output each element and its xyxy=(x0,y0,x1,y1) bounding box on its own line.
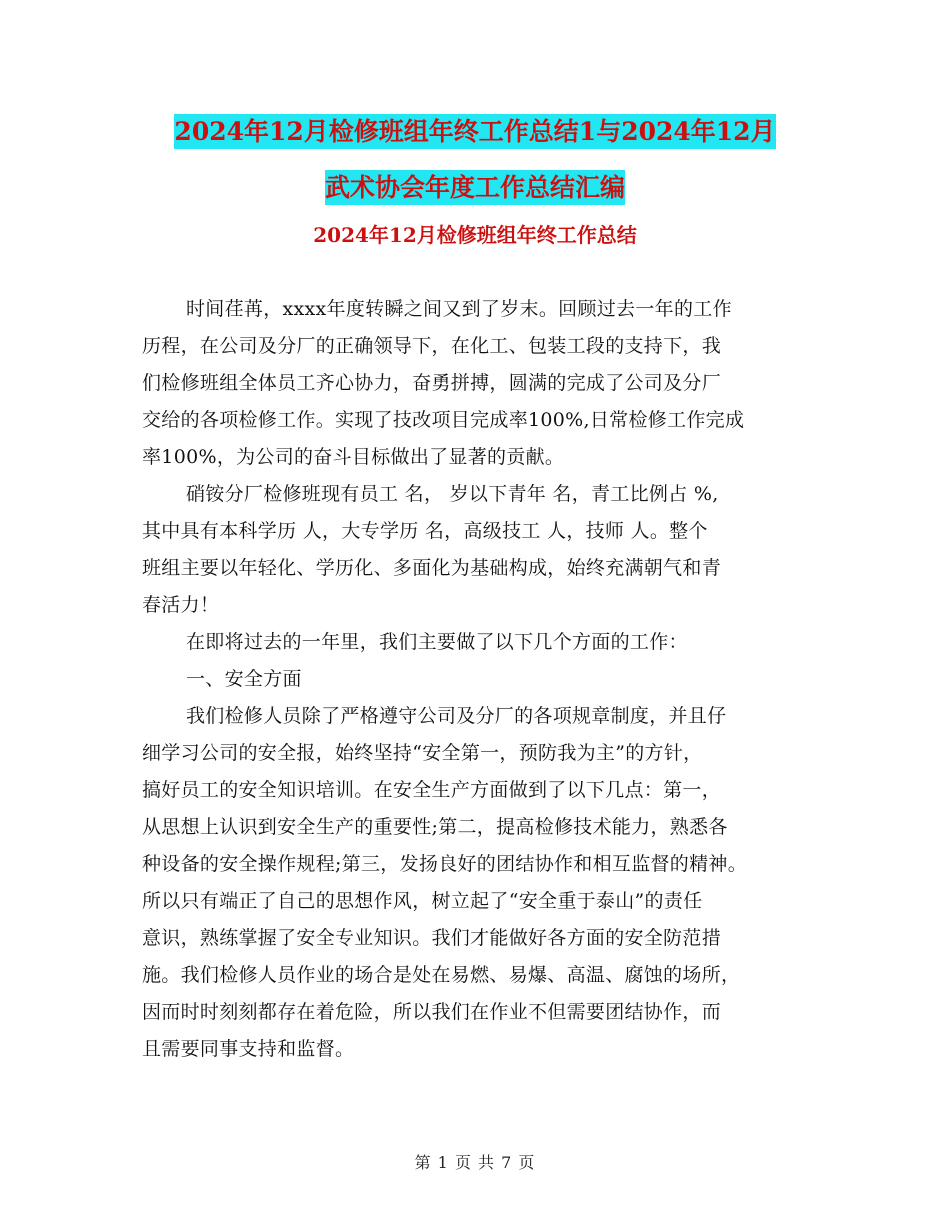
paragraph-line: 硝铵分厂检修班现有员工 名， 岁以下青年 名，青工比例占 %, xyxy=(186,483,719,505)
paragraph-line: 时间荏苒，xxxx年度转瞬之间又到了岁末。回顾过去一年的工作 xyxy=(186,298,732,320)
paragraph-line: 因而时时刻刻都存在着危险，所以我们在作业不但需要团结协作，而 xyxy=(142,1001,722,1023)
paragraph-line: 班组主要以年轻化、学历化、多面化为基础构成，始终充满朝气和青 xyxy=(142,557,722,579)
paragraph-line: 交给的各项检修工作。实现了技改项目完成率100%,日常检修工作完成 xyxy=(142,409,745,431)
paragraph-line: 意识，熟练掌握了安全专业知识。我们才能做好各方面的安全防范措 xyxy=(142,927,722,949)
paragraph-line: 施。我们检修人员作业的场合是处在易燃、易爆、高温、腐蚀的场所， xyxy=(142,964,741,986)
document-title-line-2: 武术协会年度工作总结汇编 xyxy=(325,170,625,205)
paragraph-line: 搞好员工的安全知识培训。在安全生产方面做到了以下几点：第一， xyxy=(142,779,722,801)
paragraph-line: 且需要同事支持和监督。 xyxy=(142,1038,355,1060)
paragraph-line: 率100%，为公司的奋斗目标做出了显著的贡献。 xyxy=(142,446,565,468)
section-title: 2024年12月检修班组年终工作总结 xyxy=(313,223,637,247)
paragraph-line: 在即将过去的一年里，我们主要做了以下几个方面的工作： xyxy=(186,631,688,653)
paragraph-line: 春活力！ xyxy=(142,594,220,616)
page-footer: 第 1 页 共 7 页 xyxy=(414,1153,536,1172)
paragraph-line: 细学习公司的安全报，始终坚持“安全第一，预防我为主”的方针， xyxy=(142,742,703,764)
paragraph-line: 所以只有端正了自己的思想作风，树立起了“安全重于泰山”的责任 xyxy=(142,890,703,912)
document-body xyxy=(142,291,822,1068)
paragraph-line: 历程，在公司及分厂的正确领导下，在化工、包装工段的支持下，我 xyxy=(142,335,722,357)
paragraph-line: 我们检修人员除了严格遵守公司及分厂的各项规章制度，并且仔 xyxy=(186,705,727,727)
document-title xyxy=(120,104,830,216)
document-title-line-1: 2024年12月检修班组年终工作总结1与2024年12月 xyxy=(174,114,775,149)
paragraph-line: 种设备的安全操作规程;第三，发扬良好的团结协作和相互监督的精神。 xyxy=(142,853,748,875)
paragraph-line: 从思想上认识到安全生产的重要性;第二，提高检修技术能力，熟悉各 xyxy=(142,816,728,838)
section-heading: 一、安全方面 xyxy=(186,668,302,690)
paragraph-line: 其中具有本科学历 人，大专学历 名，高级技工 人，技师 人。整个 xyxy=(142,520,708,542)
paragraph-line: 们检修班组全体员工齐心协力，奋勇拼搏，圆满的完成了公司及分厂 xyxy=(142,372,722,394)
